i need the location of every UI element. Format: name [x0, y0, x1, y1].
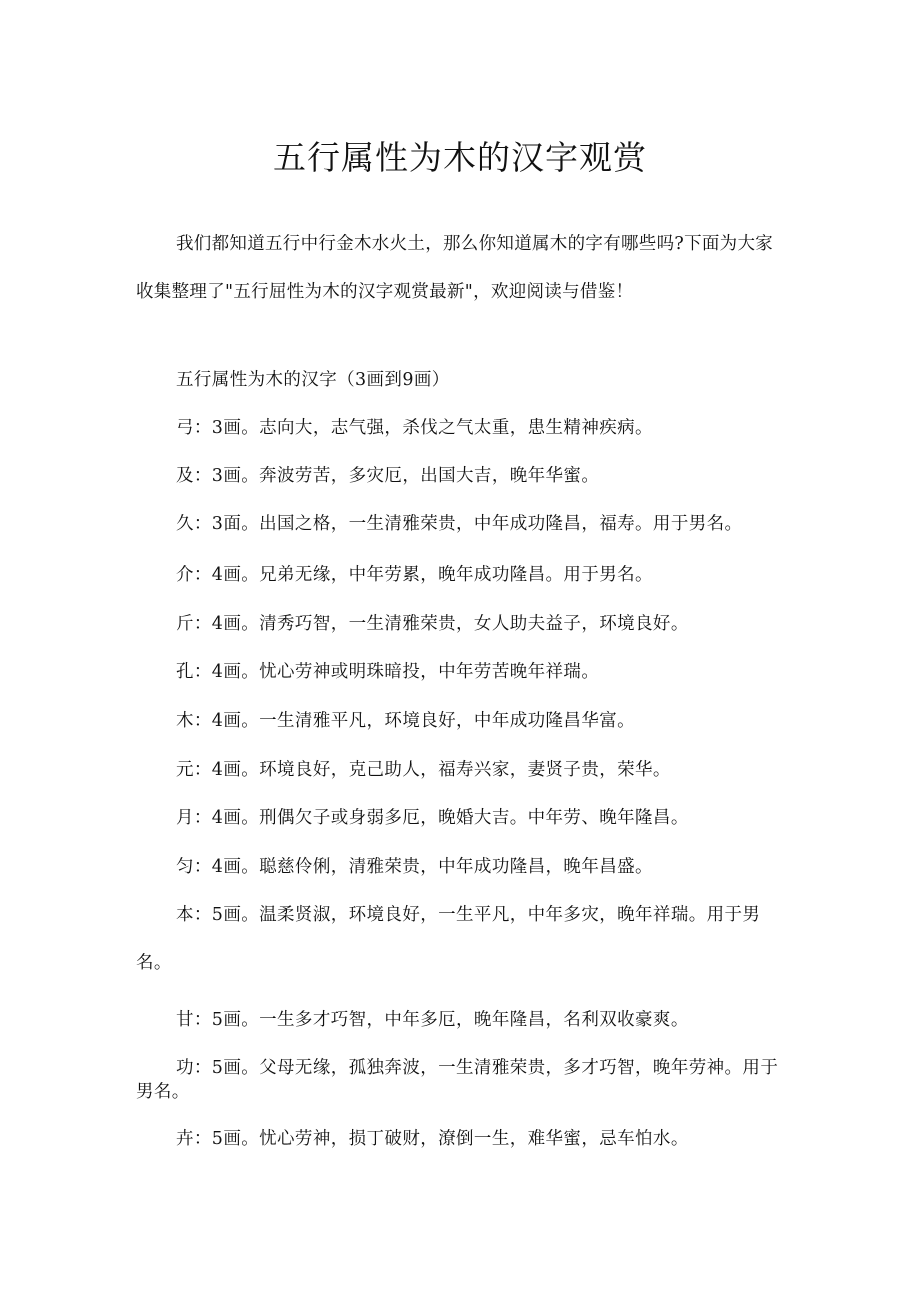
entry-ben: 本：5画。温柔贤淑，环境良好，一生平凡，中年多灾，晚年祥瑞。用于男名。: [136, 905, 761, 973]
entry-mu: 木：4画。一生清雅平凡，环境良好，中年成功隆昌华富。: [176, 711, 636, 731]
entry-jin: 斤：4画。清秀巧智，一生清雅荣贵，女人助夫益子，环境良好。: [176, 614, 689, 634]
entry-hui: 卉：5画。忧心劳神，损丁破财，潦倒一生，难华蜜，忌车怕水。: [176, 1129, 689, 1149]
entry-jiu: 久：3面。出国之格，一生清雅荣贵，中年成功隆昌，福寿。用于男名。: [176, 514, 743, 534]
entry-yun: 匀：4画。聪慈伶俐，清雅荣贵，中年成功隆昌，晚年昌盛。: [176, 857, 653, 877]
entry-gong-merit: 功：5画。父母无缘，孤独奔波，一生清雅荣贵，多才巧智，晚年劳神。用于男名。: [136, 1058, 779, 1102]
entry-jie: 介：4画。兄弟无缘，中年劳累，晚年成功隆昌。用于男名。: [176, 565, 653, 585]
entry-ji: 及：3画。奔波劳苦，多灾厄，出国大吉，晚年华蜜。: [176, 466, 600, 486]
entry-gan: 甘：5画。一生多才巧智，中年多厄，晚年隆昌，名利双收豪爽。: [176, 1010, 689, 1030]
entry-kong: 孔：4画。忧心劳神或明珠暗投，中年劳苦晚年祥瑞。: [176, 662, 600, 682]
section-heading: 五行属性为木的汉字（3画到9画）: [176, 370, 450, 390]
intro-paragraph: 我们都知道五行中行金木水火土，那么你知道属木的字有哪些吗?下面为大家收集整理了"五行屈性为木的汉字观赏最新"，欢迎阅读与借鉴！: [136, 234, 774, 302]
document-title: 五行属性为木的汉字观赏: [273, 138, 647, 177]
entry-yue: 月：4画。刑偶欠子或身弱多厄，晚婚大吉。中年劳、晚年隆昌。: [176, 808, 689, 828]
entry-gong: 弓：3画。志向大，志气强，杀伐之气太重，患生精神疾病。: [176, 418, 653, 438]
entry-yuan: 元：4画。环境良好，克己助人，福寿兴家，妻贤子贵，荣华。: [176, 760, 671, 780]
